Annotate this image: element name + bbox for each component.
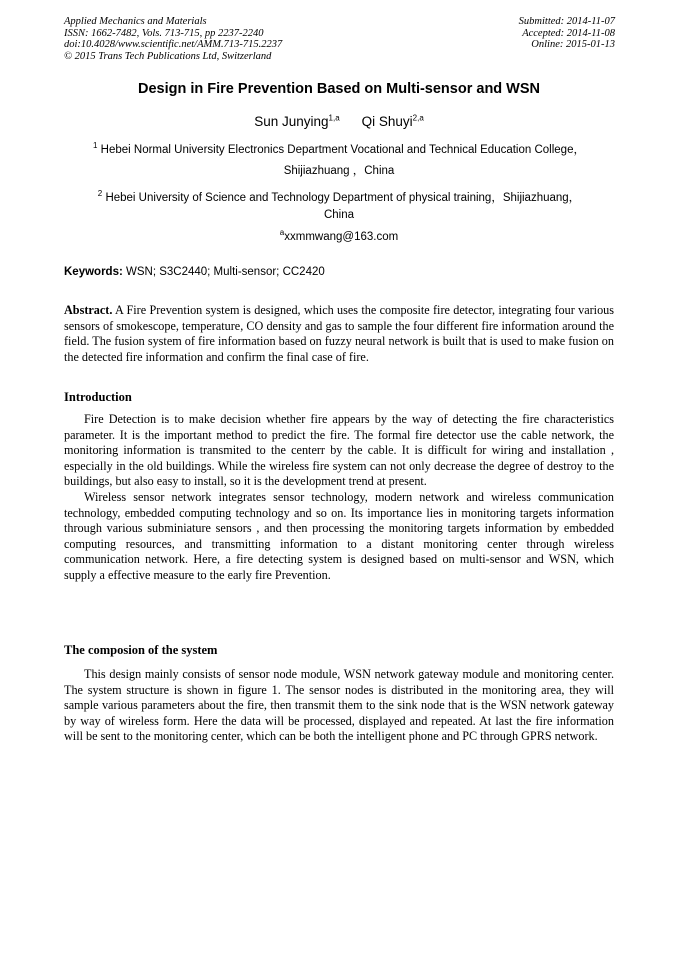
- email-sup: a: [279, 228, 285, 238]
- affiliation-2: [64, 190, 614, 224]
- issn-line: ISSN: 1662-7482, Vols. 713-715, pp 2237-2240: [64, 27, 264, 39]
- doi-line: doi:10.4028/www.scientific.net/AMM.713-715.2237: [64, 39, 283, 50]
- author-2-sup: 2,a: [412, 113, 424, 123]
- abstract-label: Abstract.: [64, 303, 113, 317]
- publication-dates: [519, 16, 615, 51]
- affiliation-1: [64, 140, 614, 182]
- submitted-date: Submitted: 2014-11-07: [518, 16, 615, 27]
- abstract-text: A Fire Prevention system is designed, which uses the composite fire detector, integrating four various sensors of smokescope, temperature, CO density and gas to sample the four different fire information around the field. The fusion system of fire information based on fuzzy neural network is built that is used to make fusion on the detected fire information and confirm the final case of fire.: [64, 303, 614, 364]
- intro-paragraph-2: Wireless sensor network integrates sensor technology, modern network and wireless communication technology, embedded computing technology and so on. Its importance lies in monitoring targets information through various subminiature sensors , and then processing the monitoring targets information by embedded computing resources, and transmitting information to a distant monitoring center through wireless communication network. Here, a fire detecting system is designed based on multi-sensor and WSN, which supply a effective measure to the early fire Prevention.: [64, 489, 614, 582]
- paper-title: Design in Fire Prevention Based on Multi-sensor and WSN: [137, 81, 541, 97]
- affil-1-line-1: Hebei Normal University Electronics Department Vocational and Technical Education College，: [97, 144, 585, 156]
- composition-heading: The composion of the system: [64, 643, 218, 657]
- author-2-name: Qi Shuyi: [361, 114, 413, 129]
- author-1-sup: 1,a: [328, 113, 340, 123]
- introduction-body: [64, 412, 614, 584]
- email-line: [0, 228, 678, 243]
- introduction-heading: Introduction: [64, 390, 132, 404]
- keywords-label: Keywords:: [64, 266, 123, 278]
- keywords-list: WSN; S3C2440; Multi-sensor; CC2420: [122, 266, 325, 278]
- keywords: [64, 266, 325, 278]
- journal-name: Applied Mechanics and Materials: [64, 16, 207, 27]
- abstract: [64, 303, 614, 365]
- copyright-line: © 2015 Trans Tech Publications Ltd, Switzerland: [64, 50, 272, 62]
- affil-1-line-2: Shijiazhuang ，China: [283, 165, 395, 177]
- journal-info: [64, 16, 282, 62]
- affil-1-sup: 1: [93, 141, 98, 151]
- email-address: xxmmwang@163.com: [284, 231, 399, 243]
- intro-paragraph-1: Fire Detection is to make decision whether fire appears by the way of detecting the fire characteristics parameter. It is the important method to predict the fire. The formal fire detector use the cable network, the monitoring information is transmited to the centerr by the cable. It is difficult for wiring and installation , especially in the old buildings. While the wireless fire system can not only decrease the degree of destroy to the buildings, but also easy to install, so it is the development trend at present.: [64, 412, 614, 489]
- affil-2-sup: 2: [97, 189, 103, 199]
- accepted-date: Accepted: 2014-11-08: [522, 27, 615, 39]
- composition-body: [64, 667, 614, 745]
- author-line: [0, 114, 678, 129]
- affil-2-line-1: Hebei University of Science and Technology Department of physical training，Shijiazhuang，: [102, 192, 581, 204]
- affil-2-line-2: China: [323, 209, 355, 221]
- author-1-name: Sun Junying: [254, 114, 329, 129]
- online-date: Online: 2015-01-13: [531, 39, 615, 50]
- composition-paragraph-1: This design mainly consists of sensor node module, WSN network gateway module and monitoring center. The system structure is shown in figure 1. The sensor nodes is distributed in the monitoring area, they will sample various parameters about the fire, then transmit them to the sink node that is the WSN network gateway by way of wireless form. Here the data will be processed, displayed and repeated. At last the fire information will be sent to the monitoring center, which can be both the intelligent phone and PC through GPRS network.: [64, 667, 614, 744]
